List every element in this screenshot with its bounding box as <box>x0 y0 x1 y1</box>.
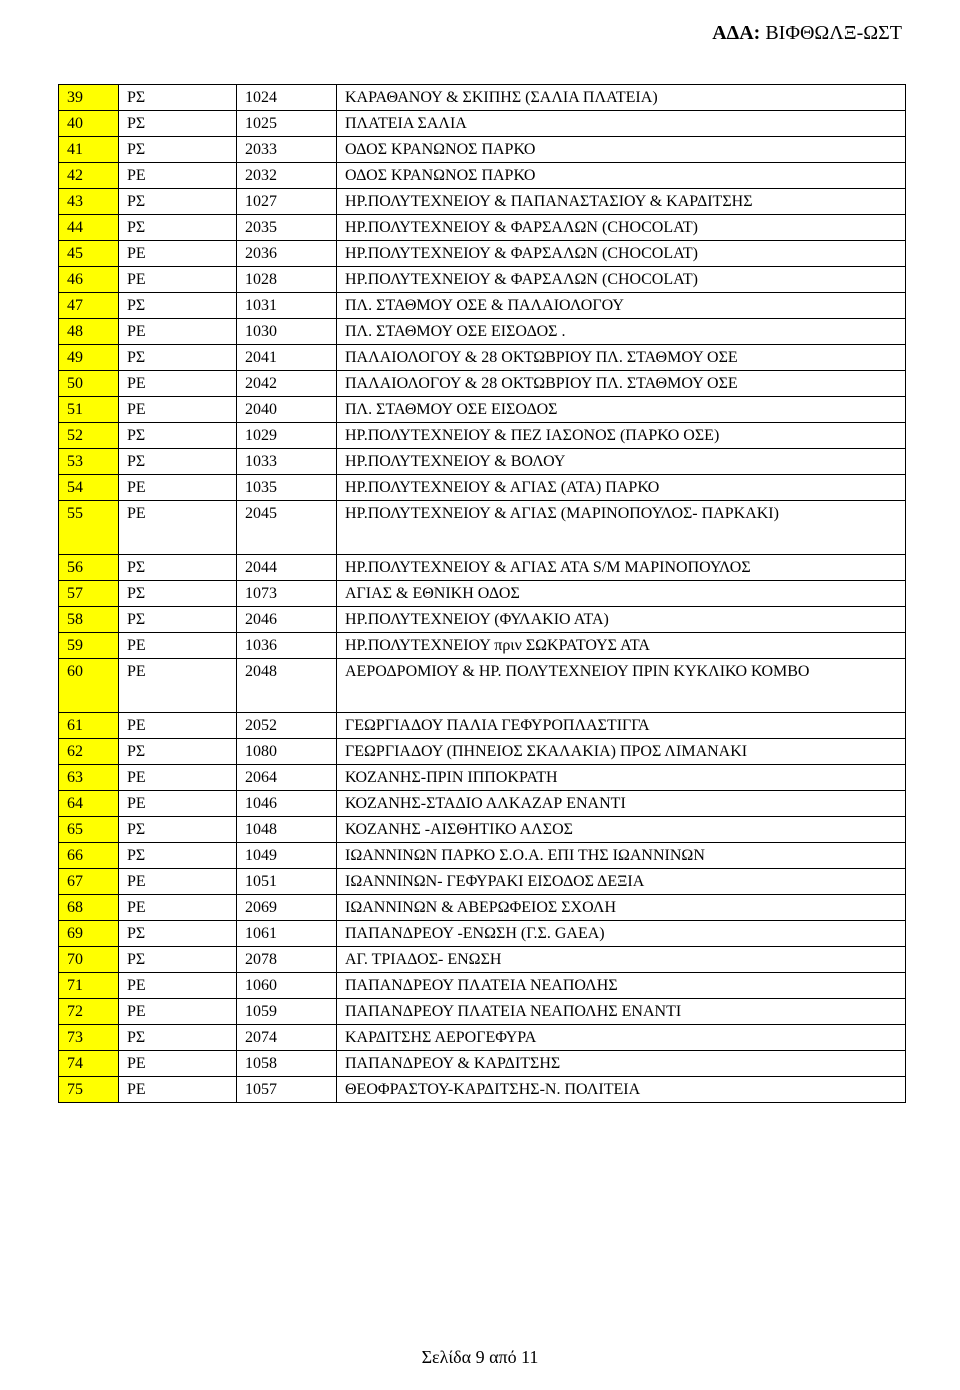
location-cell: ΚΑΡΔΙΤΣΗΣ ΑΕΡΟΓΕΦΥΡΑ <box>337 1025 906 1051</box>
locations-table <box>58 84 906 1103</box>
table-row <box>59 1025 906 1051</box>
code-cell: 1051 <box>237 869 337 895</box>
table-row <box>59 85 906 111</box>
table-row <box>59 765 906 791</box>
row-number-cell: 57 <box>59 581 119 607</box>
ada-label: ΑΔΑ: <box>712 22 761 44</box>
location-cell: ΠΛ. ΣΤΑΘΜΟΥ ΟΣΕ & ΠΑΛΑΙΟΛΟΓΟΥ <box>337 293 906 319</box>
direction-cell: ΡΣ <box>119 215 237 241</box>
direction-cell: ΡΕ <box>119 371 237 397</box>
location-cell: ΑΓ. ΤΡΙΑΔΟΣ- ΕΝΩΣΗ <box>337 947 906 973</box>
direction-cell: ΡΕ <box>119 973 237 999</box>
row-number-cell: 55 <box>59 501 119 555</box>
row-number-cell: 65 <box>59 817 119 843</box>
code-cell: 2042 <box>237 371 337 397</box>
row-number-cell: 45 <box>59 241 119 267</box>
direction-cell: ΡΕ <box>119 475 237 501</box>
table-row <box>59 111 906 137</box>
table-row <box>59 267 906 293</box>
location-cell: ΗΡ.ΠΟΛΥΤΕΧΝΕΙΟΥ & ΠΑΠΑΝΑΣΤΑΣΙΟΥ & ΚΑΡΔΙΤΣΗΣ <box>337 189 906 215</box>
row-number-cell: 41 <box>59 137 119 163</box>
code-cell: 1046 <box>237 791 337 817</box>
table-row <box>59 817 906 843</box>
location-cell: ΗΡ.ΠΟΛΥΤΕΧΝΕΙΟΥ & ΦΑΡΣΑΛΩΝ (CHOCOLAT) <box>337 267 906 293</box>
row-number-cell: 49 <box>59 345 119 371</box>
location-cell: ΚΟΖΑΝΗΣ-ΠΡΙΝ ΙΠΠΟΚΡΑΤΗ <box>337 765 906 791</box>
direction-cell: ΡΕ <box>119 633 237 659</box>
code-cell: 1025 <box>237 111 337 137</box>
row-number-cell: 72 <box>59 999 119 1025</box>
code-cell: 2074 <box>237 1025 337 1051</box>
direction-cell: ΡΕ <box>119 163 237 189</box>
direction-cell: ΡΕ <box>119 765 237 791</box>
row-number-cell: 67 <box>59 869 119 895</box>
location-cell: ΚΑΡΑΘΑΝΟΥ & ΣΚΙΠΗΣ (ΣΑΛΙΑ ΠΛΑΤΕΙΑ) <box>337 85 906 111</box>
code-cell: 1057 <box>237 1077 337 1103</box>
direction-cell: ΡΣ <box>119 555 237 581</box>
code-cell: 1036 <box>237 633 337 659</box>
table-row <box>59 713 906 739</box>
code-cell: 1030 <box>237 319 337 345</box>
direction-cell: ΡΣ <box>119 1025 237 1051</box>
table-row <box>59 137 906 163</box>
direction-cell: ΡΕ <box>119 791 237 817</box>
row-number-cell: 75 <box>59 1077 119 1103</box>
table-row <box>59 345 906 371</box>
code-cell: 1073 <box>237 581 337 607</box>
row-number-cell: 71 <box>59 973 119 999</box>
location-cell: ΘΕΟΦΡΑΣΤΟΥ-ΚΑΡΔΙΤΣΗΣ-Ν. ΠΟΛΙΤΕΙΑ <box>337 1077 906 1103</box>
location-cell: ΑΓΙΑΣ & ΕΘΝΙΚΗ ΟΔΟΣ <box>337 581 906 607</box>
table-row <box>59 449 906 475</box>
direction-cell: ΡΣ <box>119 345 237 371</box>
row-number-cell: 64 <box>59 791 119 817</box>
table-row <box>59 1051 906 1077</box>
location-cell: ΠΑΛΑΙΟΛΟΓΟΥ & 28 ΟΚΤΩΒΡΙΟΥ ΠΛ. ΣΤΑΘΜΟΥ ΟΣΕ <box>337 345 906 371</box>
code-cell: 2033 <box>237 137 337 163</box>
row-number-cell: 69 <box>59 921 119 947</box>
direction-cell: ΡΣ <box>119 739 237 765</box>
row-number-cell: 61 <box>59 713 119 739</box>
direction-cell: ΡΕ <box>119 999 237 1025</box>
row-number-cell: 59 <box>59 633 119 659</box>
table-row <box>59 633 906 659</box>
location-cell: ΠΛ. ΣΤΑΘΜΟΥ ΟΣΕ ΕΙΣΟΔΟΣ . <box>337 319 906 345</box>
code-cell: 1027 <box>237 189 337 215</box>
row-number-cell: 63 <box>59 765 119 791</box>
table-row <box>59 163 906 189</box>
row-number-cell: 48 <box>59 319 119 345</box>
table-row <box>59 555 906 581</box>
direction-cell: ΡΕ <box>119 501 237 555</box>
direction-cell: ΡΣ <box>119 137 237 163</box>
row-number-cell: 73 <box>59 1025 119 1051</box>
row-number-cell: 62 <box>59 739 119 765</box>
table-row <box>59 921 906 947</box>
row-number-cell: 68 <box>59 895 119 921</box>
location-cell: ΚΟΖΑΝΗΣ -ΑΙΣΘΗΤΙΚΟ ΑΛΣΟΣ <box>337 817 906 843</box>
direction-cell: ΡΣ <box>119 607 237 633</box>
location-cell: ΓΕΩΡΓΙΑΔΟΥ (ΠΗΝΕΙΟΣ ΣΚΑΛΑΚΙΑ) ΠΡΟΣ ΛΙΜΑΝΑΚΙ <box>337 739 906 765</box>
table-row <box>59 999 906 1025</box>
direction-cell: ΡΣ <box>119 85 237 111</box>
code-cell: 1059 <box>237 999 337 1025</box>
code-cell: 2052 <box>237 713 337 739</box>
row-number-cell: 46 <box>59 267 119 293</box>
table-row <box>59 607 906 633</box>
code-cell: 2045 <box>237 501 337 555</box>
direction-cell: ΡΣ <box>119 817 237 843</box>
location-cell: ΗΡ.ΠΟΛΥΤΕΧΝΕΙΟΥ & ΠΕΖ ΙΑΣΟΝΟΣ (ΠΑΡΚΟ ΟΣΕ) <box>337 423 906 449</box>
row-number-cell: 50 <box>59 371 119 397</box>
direction-cell: ΡΣ <box>119 921 237 947</box>
location-cell: ΗΡ.ΠΟΛΥΤΕΧΝΕΙΟΥ & ΑΓΙΑΣ ΑΤΑ S/M ΜΑΡΙΝΟΠΟΥΛΟΣ <box>337 555 906 581</box>
location-cell: ΟΔΟΣ ΚΡΑΝΩΝΟΣ ΠΑΡΚΟ <box>337 163 906 189</box>
page-number: Σελίδα 9 από 11 <box>421 1347 539 1367</box>
location-cell: ΗΡ.ΠΟΛΥΤΕΧΝΕΙΟΥ & ΑΓΙΑΣ (ΜΑΡΙΝΟΠΟΥΛΟΣ- ΠΑΡΚΑΚΙ) <box>337 501 906 555</box>
direction-cell: ΡΣ <box>119 189 237 215</box>
table-row <box>59 739 906 765</box>
location-cell: ΗΡ.ΠΟΛΥΤΕΧΝΕΙΟΥ & ΒΟΛΟΥ <box>337 449 906 475</box>
table-row <box>59 843 906 869</box>
direction-cell: ΡΕ <box>119 267 237 293</box>
code-cell: 1029 <box>237 423 337 449</box>
table-row <box>59 371 906 397</box>
location-cell: ΙΩΑΝΝΙΝΩΝ & ΑΒΕΡΩΦΕΙΟΣ ΣΧΟΛΗ <box>337 895 906 921</box>
row-number-cell: 56 <box>59 555 119 581</box>
table-row <box>59 215 906 241</box>
location-cell: ΠΛΑΤΕΙΑ ΣΑΛΙΑ <box>337 111 906 137</box>
row-number-cell: 44 <box>59 215 119 241</box>
code-cell: 1031 <box>237 293 337 319</box>
location-cell: ΠΑΠΑΝΔΡΕΟΥ ΠΛΑΤΕΙΑ ΝΕΑΠΟΛΗΣ ΕΝΑΝΤΙ <box>337 999 906 1025</box>
table-row <box>59 189 906 215</box>
direction-cell: ΡΣ <box>119 293 237 319</box>
direction-cell: ΡΕ <box>119 397 237 423</box>
row-number-cell: 52 <box>59 423 119 449</box>
code-cell: 2078 <box>237 947 337 973</box>
table-row <box>59 869 906 895</box>
table-row <box>59 659 906 713</box>
location-cell: ΠΑΠΑΝΔΡΕΟΥ -ΕΝΩΣΗ (Γ.Σ. GAEA) <box>337 921 906 947</box>
direction-cell: ΡΣ <box>119 449 237 475</box>
table-row <box>59 293 906 319</box>
table-row <box>59 423 906 449</box>
code-cell: 2046 <box>237 607 337 633</box>
table-row <box>59 973 906 999</box>
code-cell: 1061 <box>237 921 337 947</box>
location-cell: ΚΟΖΑΝΗΣ-ΣΤΑΔΙΟ ΑΛΚΑΖΑΡ ΕΝΑΝΤΙ <box>337 791 906 817</box>
table-row <box>59 241 906 267</box>
location-cell: ΑΕΡΟΔΡΟΜΙΟΥ & ΗΡ. ΠΟΛΥΤΕΧΝΕΙΟΥ ΠΡΙΝ ΚΥΚΛΙΚΟ ΚΟΜΒΟ <box>337 659 906 713</box>
table-row <box>59 475 906 501</box>
direction-cell: ΡΕ <box>119 319 237 345</box>
code-cell: 2041 <box>237 345 337 371</box>
table-row <box>59 581 906 607</box>
direction-cell: ΡΕ <box>119 869 237 895</box>
location-cell: ΗΡ.ΠΟΛΥΤΕΧΝΕΙΟΥ & ΦΑΡΣΑΛΩΝ (CHOCOLAT) <box>337 241 906 267</box>
ada-header <box>712 22 902 45</box>
code-cell: 2032 <box>237 163 337 189</box>
direction-cell: ΡΕ <box>119 241 237 267</box>
table-row <box>59 947 906 973</box>
location-cell: ΗΡ.ΠΟΛΥΤΕΧΝΕΙΟΥ & ΦΑΡΣΑΛΩΝ (CHOCOLAT) <box>337 215 906 241</box>
code-cell: 2040 <box>237 397 337 423</box>
code-cell: 2035 <box>237 215 337 241</box>
location-cell: ΟΔΟΣ ΚΡΑΝΩΝΟΣ ΠΑΡΚΟ <box>337 137 906 163</box>
row-number-cell: 70 <box>59 947 119 973</box>
direction-cell: ΡΣ <box>119 423 237 449</box>
location-cell: ΙΩΑΝΝΙΝΩΝ ΠΑΡΚΟ Σ.Ο.Α. ΕΠΙ ΤΗΣ ΙΩΑΝΝΙΝΩΝ <box>337 843 906 869</box>
direction-cell: ΡΕ <box>119 1077 237 1103</box>
row-number-cell: 74 <box>59 1051 119 1077</box>
direction-cell: ΡΕ <box>119 1051 237 1077</box>
code-cell: 1033 <box>237 449 337 475</box>
table-row <box>59 1077 906 1103</box>
code-cell: 1080 <box>237 739 337 765</box>
table-row <box>59 791 906 817</box>
code-cell: 2044 <box>237 555 337 581</box>
location-cell: ΗΡ.ΠΟΛΥΤΕΧΝΕΙΟΥ (ΦΥΛΑΚΙΟ ΑΤΑ) <box>337 607 906 633</box>
row-number-cell: 60 <box>59 659 119 713</box>
location-cell: ΠΑΛΑΙΟΛΟΓΟΥ & 28 ΟΚΤΩΒΡΙΟΥ ΠΛ. ΣΤΑΘΜΟΥ ΟΣΕ <box>337 371 906 397</box>
table-row <box>59 501 906 555</box>
code-cell: 2036 <box>237 241 337 267</box>
direction-cell: ΡΣ <box>119 581 237 607</box>
code-cell: 1028 <box>237 267 337 293</box>
code-cell: 1058 <box>237 1051 337 1077</box>
location-cell: ΙΩΑΝΝΙΝΩΝ- ΓΕΦΥΡΑΚΙ ΕΙΣΟΔΟΣ ΔΕΞΙΑ <box>337 869 906 895</box>
direction-cell: ΡΣ <box>119 947 237 973</box>
code-cell: 2064 <box>237 765 337 791</box>
location-cell: ΠΛ. ΣΤΑΘΜΟΥ ΟΣΕ ΕΙΣΟΔΟΣ <box>337 397 906 423</box>
location-cell: ΗΡ.ΠΟΛΥΤΕΧΝΕΙΟΥ & ΑΓΙΑΣ (ΑΤΑ) ΠΑΡΚΟ <box>337 475 906 501</box>
row-number-cell: 47 <box>59 293 119 319</box>
row-number-cell: 43 <box>59 189 119 215</box>
code-cell: 2048 <box>237 659 337 713</box>
code-cell: 1049 <box>237 843 337 869</box>
direction-cell: ΡΕ <box>119 895 237 921</box>
row-number-cell: 54 <box>59 475 119 501</box>
location-cell: ΠΑΠΑΝΔΡΕΟΥ & ΚΑΡΔΙΤΣΗΣ <box>337 1051 906 1077</box>
row-number-cell: 66 <box>59 843 119 869</box>
table-row <box>59 895 906 921</box>
row-number-cell: 58 <box>59 607 119 633</box>
direction-cell: ΡΕ <box>119 659 237 713</box>
code-cell: 1024 <box>237 85 337 111</box>
ada-code: ΒΙΦΘΩΛΞ-ΩΣΤ <box>765 22 902 44</box>
table-row <box>59 319 906 345</box>
location-cell: ΓΕΩΡΓΙΑΔΟΥ ΠΑΛΙΑ ΓΕΦΥΡΟΠΛΑΣΤΙΓΓΑ <box>337 713 906 739</box>
code-cell: 1035 <box>237 475 337 501</box>
row-number-cell: 42 <box>59 163 119 189</box>
row-number-cell: 40 <box>59 111 119 137</box>
location-cell: ΗΡ.ΠΟΛΥΤΕΧΝΕΙΟΥ πριν ΣΩΚΡΑΤΟΥΣ ΑΤΑ <box>337 633 906 659</box>
location-cell: ΠΑΠΑΝΔΡΕΟΥ ΠΛΑΤΕΙΑ ΝΕΑΠΟΛΗΣ <box>337 973 906 999</box>
row-number-cell: 53 <box>59 449 119 475</box>
direction-cell: ΡΕ <box>119 713 237 739</box>
row-number-cell: 39 <box>59 85 119 111</box>
direction-cell: ΡΣ <box>119 111 237 137</box>
table-row <box>59 397 906 423</box>
code-cell: 2069 <box>237 895 337 921</box>
code-cell: 1048 <box>237 817 337 843</box>
row-number-cell: 51 <box>59 397 119 423</box>
direction-cell: ΡΣ <box>119 843 237 869</box>
code-cell: 1060 <box>237 973 337 999</box>
